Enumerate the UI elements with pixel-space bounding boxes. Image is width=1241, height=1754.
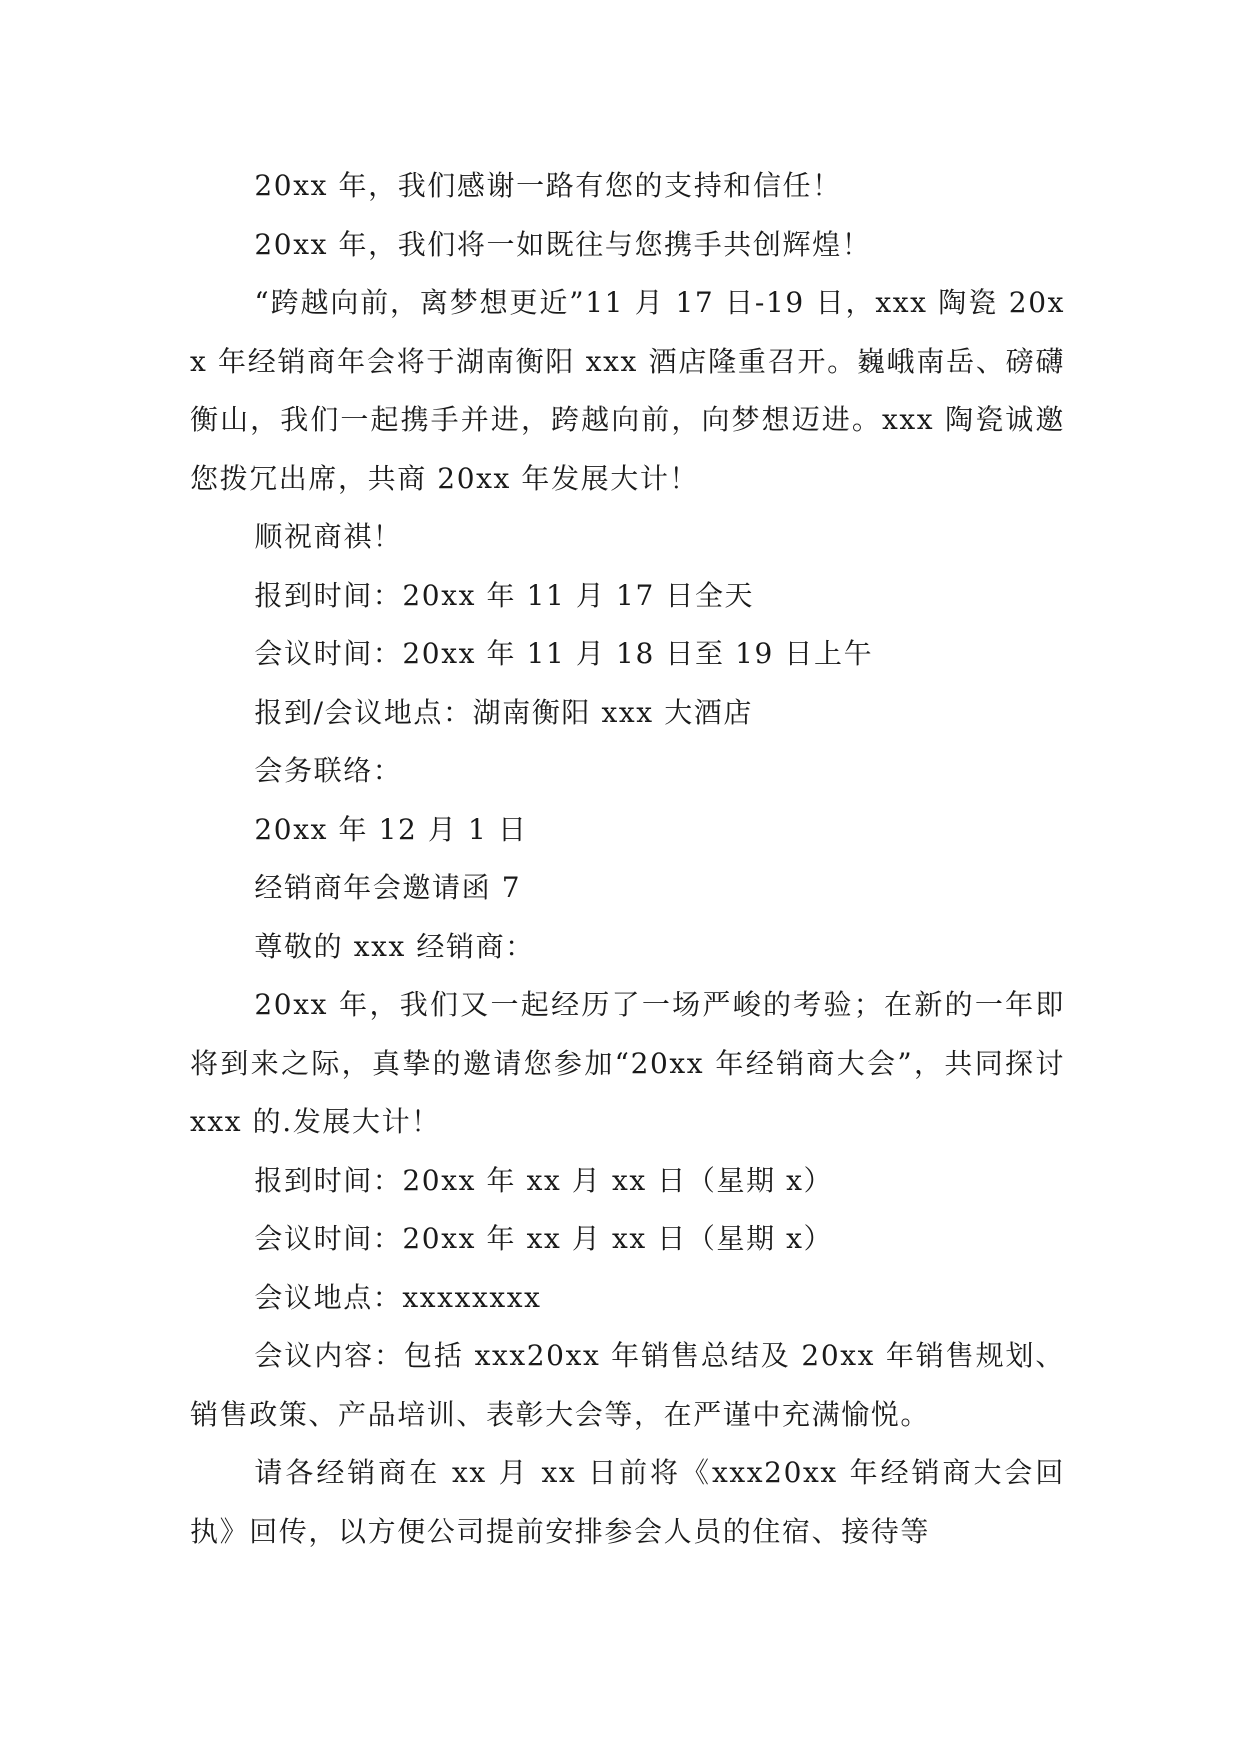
paragraph-registration-time: 报到时间：20xx 年 11 月 17 日全天 [254,578,755,612]
paragraph-agenda: 会议内容：包括 xxx20xx 年销售总结及 20xx 年销售规划、销售政策、产品培训、表彰大会等，在严谨中充满愉悦。 [190,1339,1065,1431]
paragraph-registration-time-2: 报到时间：20xx 年 xx 月 xx 日（星期 x） [254,1163,834,1197]
paragraph-meeting-time: 会议时间：20xx 年 11 月 18 日至 19 日上午 [254,637,874,670]
paragraph-contact: 会务联络： [254,754,403,787]
document-body [190,157,1065,1561]
paragraph-section-title: 经销商年会邀请函 7 [254,871,522,904]
paragraph-salutation: 尊敬的 xxx 经销商： [254,929,535,963]
paragraph-venue-2: 会议地点：xxxxxxxx [254,1280,542,1314]
paragraph-rsvp: 请各经销商在 xx 月 xx 日前将《xxx20xx 年经销商大会回执》回传，以方便公司提前安排参会人员的住宿、接待等 [190,1456,1065,1548]
paragraph-greeting: 顺祝商祺！ [254,520,403,553]
paragraph-venue: 报到/会议地点：湖南衡阳 xxx 大酒店 [254,695,753,729]
paragraph-thanks: 20xx 年，我们感谢一路有您的支持和信任！ [254,169,842,202]
paragraph-invitation-body: 20xx 年，我们又一起经历了一场严峻的考验；在新的一年即将到来之际，真挚的邀请您参加“20xx 年经销商大会”，共同探讨 xxx 的.发展大计！ [190,988,1065,1138]
paragraph-date: 20xx 年 12 月 1 日 [254,812,528,846]
paragraph-event-intro: “跨越向前，离梦想更近”11 月 17 日-19 日，xxx 陶瓷 20xx 年经销商年会将于湖南衡阳 xxx 酒店隆重召开。巍峨南岳、磅礴衡山，我们一起携手并进，跨越向前，向梦想迈进。xxx 陶瓷诚邀您拨冗出席，共商 20xx 年发展大计！ [190,286,1065,495]
paragraph-future: 20xx 年，我们将一如既往与您携手共创辉煌！ [254,227,872,261]
paragraph-meeting-time-2: 会议时间：20xx 年 xx 月 xx 日（星期 x） [254,1222,834,1255]
